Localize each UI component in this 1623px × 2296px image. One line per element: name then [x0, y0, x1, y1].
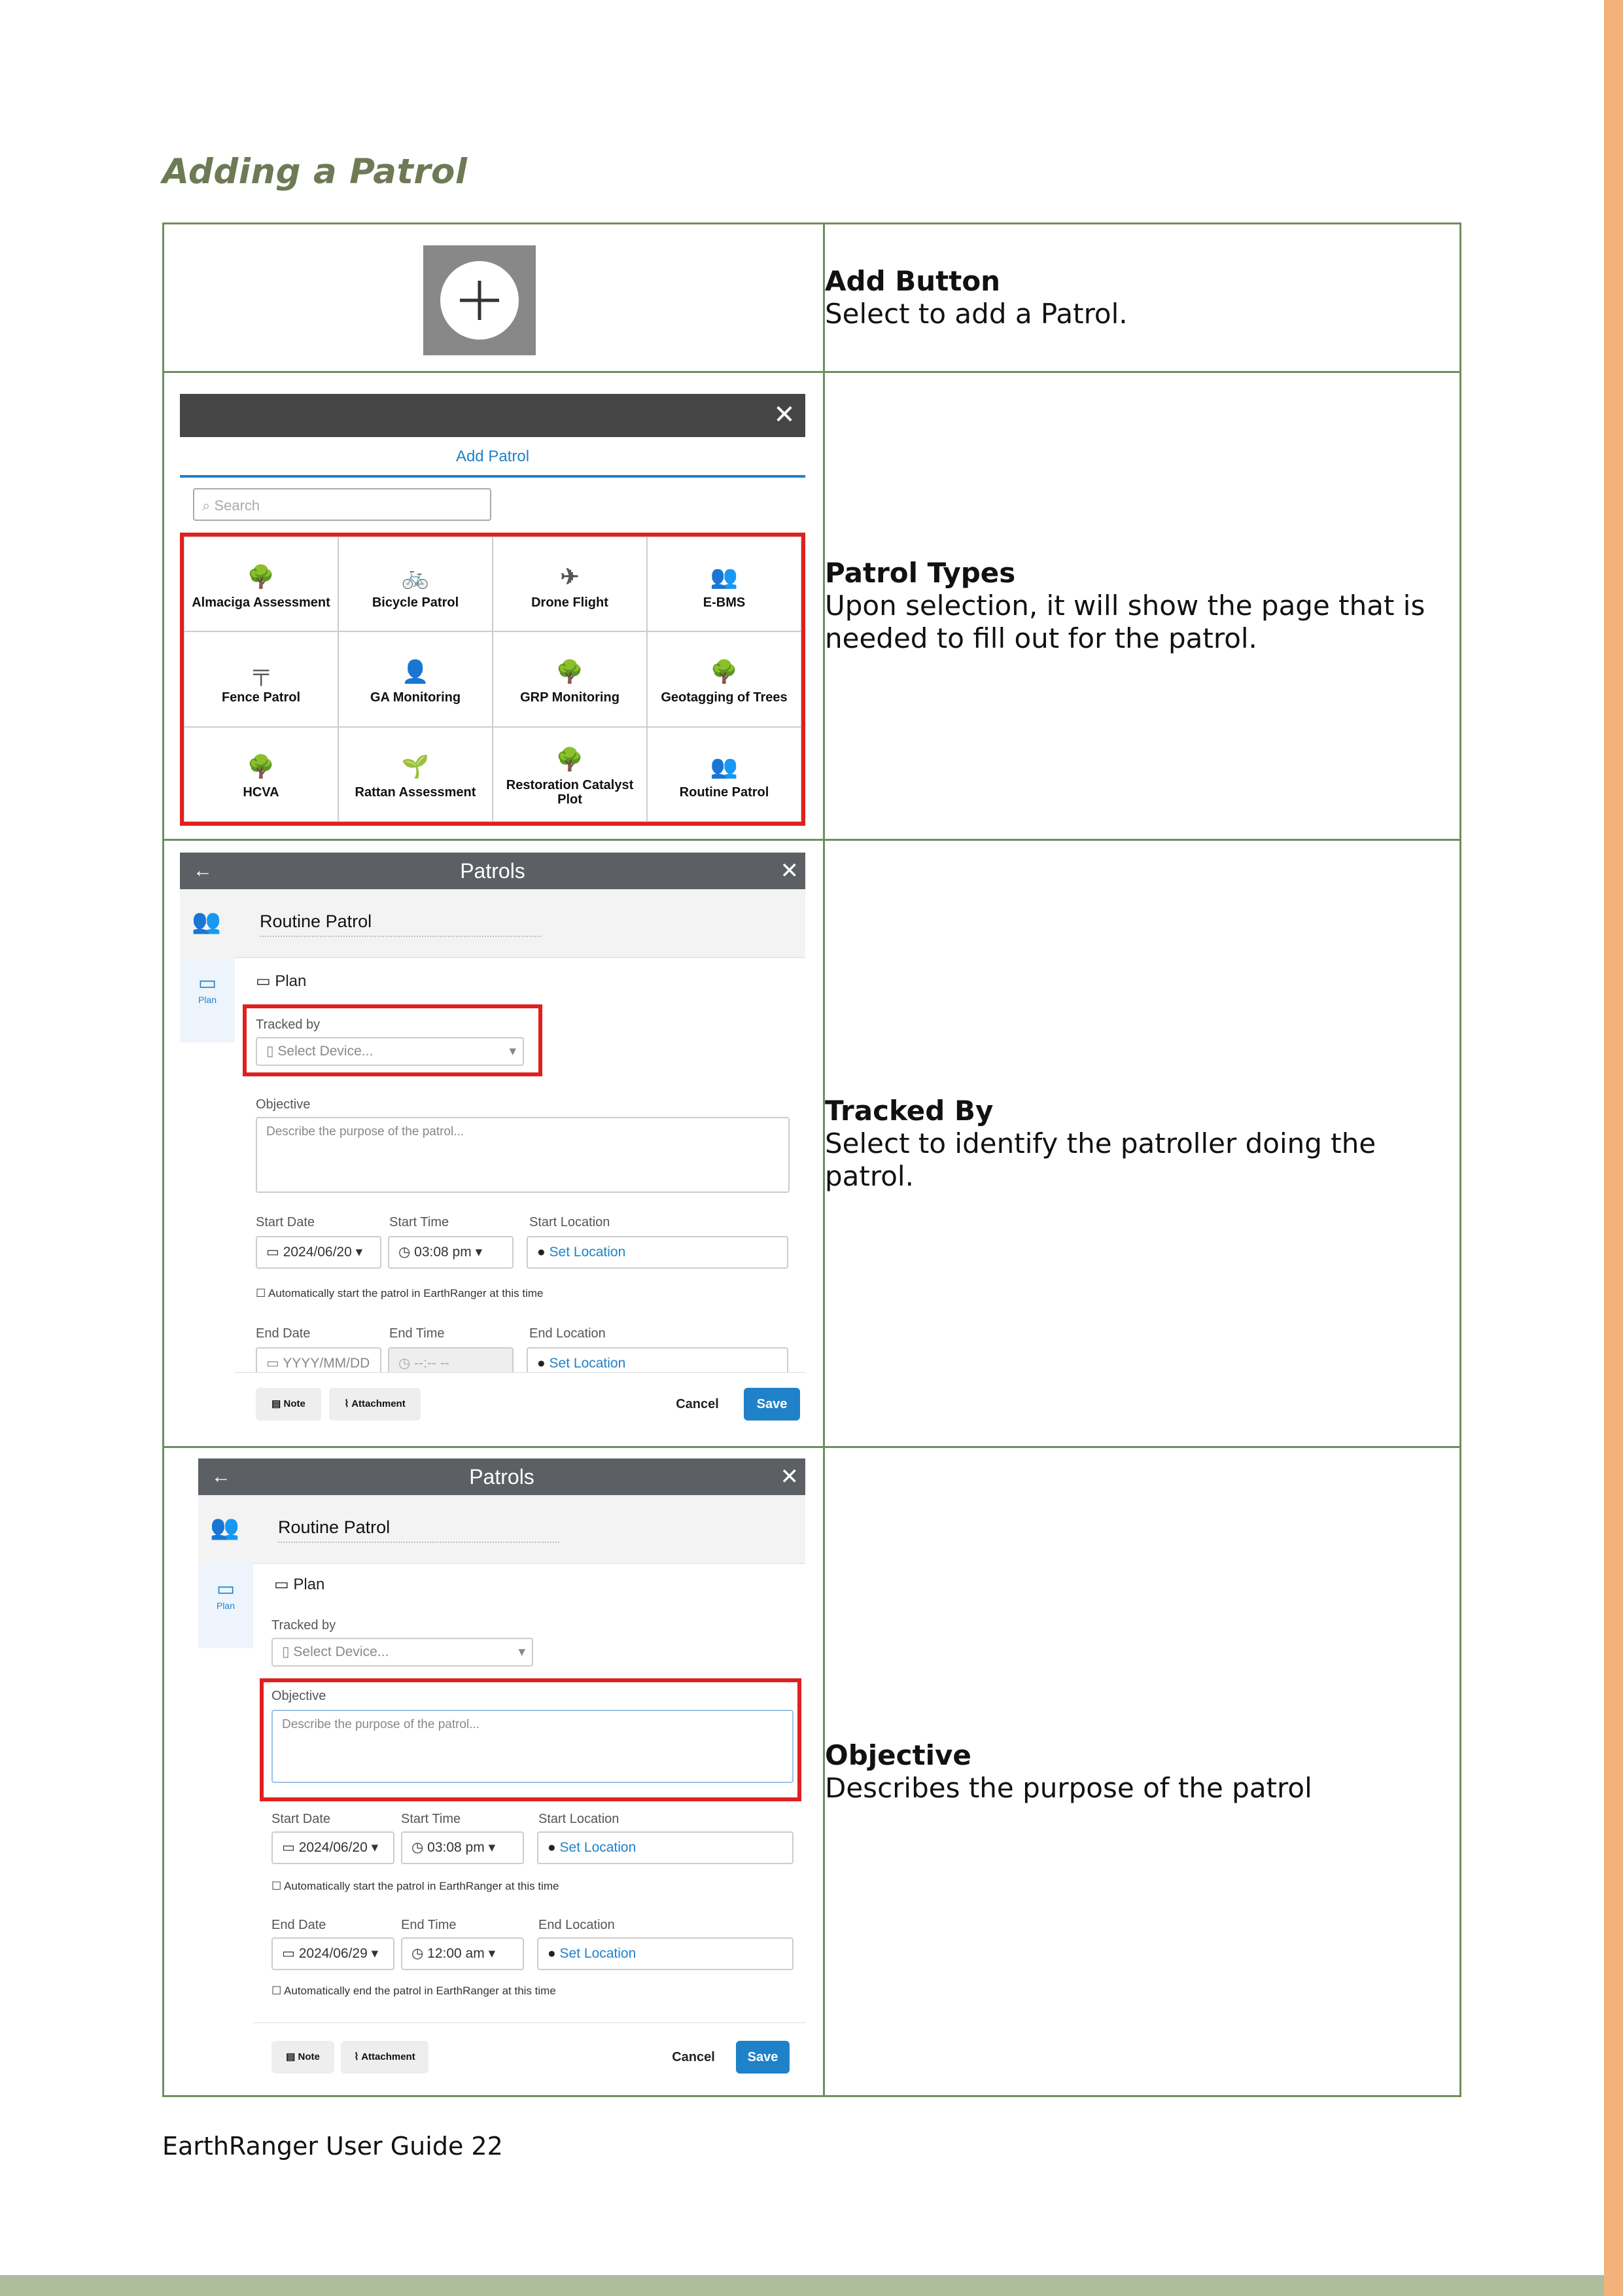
drone-icon: ✈	[560, 564, 580, 590]
patrol-type-item[interactable]	[184, 727, 338, 822]
start-date-label: Start Date	[256, 1215, 315, 1229]
patrol-type-label: Fence Patrol	[221, 690, 301, 705]
tracked-by-label: Tracked by	[271, 1618, 336, 1633]
end-time-input[interactable]: ◷ --:-- --	[388, 1347, 514, 1380]
patrol-group-icon: 👥	[710, 754, 739, 780]
green-footer-bar	[0, 2275, 1604, 2296]
patrol-type-label: E-BMS	[703, 595, 746, 610]
auto-end-label: Automatically end the patrol in EarthRanger at this time	[284, 1985, 556, 1997]
end-date-label: End Date	[271, 1918, 326, 1932]
patrol-type-label: Restoration Catalyst Plot	[506, 778, 634, 807]
start-time-value: 03:08 pm	[414, 1245, 472, 1260]
screenshot-cell	[164, 224, 824, 372]
calendar-icon: ▭	[198, 972, 217, 994]
search-icon: ⌕	[202, 497, 215, 514]
description-cell	[824, 1447, 1461, 2096]
patrol-type-item[interactable]	[493, 727, 647, 822]
patrol-type-item[interactable]	[184, 631, 338, 726]
tracked-by-select[interactable]	[271, 1638, 533, 1667]
plan-heading-label: Plan	[275, 972, 307, 990]
end-time-label: End Time	[389, 1326, 445, 1341]
patrol-type-label: Almaciga Assessment	[192, 595, 330, 610]
screenshot-cell	[164, 840, 824, 1447]
tab-plan[interactable]	[180, 957, 235, 1042]
patrol-form	[198, 1458, 805, 2087]
start-date-value: 2024/06/20	[298, 1840, 368, 1855]
section-title: Adding a Patrol	[162, 152, 468, 192]
form-header	[180, 853, 805, 889]
start-location-label: Start Location	[529, 1215, 610, 1229]
auto-start-label: Automatically start the patrol in EarthRanger at this time	[284, 1880, 559, 1892]
calendar-icon: ▭	[282, 1840, 299, 1855]
tree-icon: 🌳	[247, 564, 275, 590]
start-date-label: Start Date	[271, 1812, 331, 1826]
patrol-type-label: Geotagging of Trees	[661, 690, 788, 705]
objective-placeholder: Describe the purpose of the patrol...	[282, 1718, 480, 1731]
row-title: Tracked By	[825, 1094, 994, 1127]
page-footer: EarthRanger User Guide 22	[162, 2132, 503, 2161]
plan-heading: ▭ Plan	[256, 972, 307, 990]
search-placeholder: Search	[214, 497, 260, 514]
note-label: Note	[298, 2051, 320, 2062]
add-patrol-modal	[180, 394, 805, 826]
patrol-type-item[interactable]	[338, 631, 493, 726]
note-button[interactable]	[271, 2041, 334, 2074]
patrol-type-item[interactable]	[647, 727, 801, 822]
tree-icon: 🌳	[247, 754, 275, 780]
objective-placeholder: Describe the purpose of the patrol...	[266, 1125, 464, 1139]
note-button[interactable]	[256, 1388, 321, 1421]
tracked-by-label: Tracked by	[256, 1017, 321, 1032]
auto-start-checkbox[interactable]: ☐ Automatically start the patrol in EarthRanger at this time	[271, 1880, 559, 1892]
end-location-value: Set Location	[559, 1946, 637, 1961]
table-row	[164, 840, 1461, 1447]
end-date-placeholder: YYYY/MM/DD	[283, 1356, 370, 1371]
patrol-type-item[interactable]	[338, 537, 493, 631]
location-pin-icon: ●	[548, 1840, 560, 1855]
device-placeholder: Select Device...	[277, 1044, 374, 1059]
person-icon: 👤	[401, 659, 430, 684]
patrol-title-bar	[180, 889, 805, 958]
clock-icon: ◷	[398, 1245, 415, 1260]
save-button[interactable]: Save	[744, 1388, 800, 1421]
start-time-label: Start Time	[401, 1812, 461, 1826]
row-body: Upon selection, it will show the page that is needed to fill out for the patrol.	[825, 590, 1425, 654]
patrol-group-icon: 👥	[210, 1513, 239, 1540]
tree-icon: 🌳	[555, 747, 584, 773]
table-row	[164, 372, 1461, 840]
patrol-type-label: GA Monitoring	[370, 690, 461, 705]
location-pin-icon: ●	[548, 1946, 560, 1961]
patrol-type-item[interactable]	[338, 727, 493, 822]
attachment-button[interactable]	[329, 1388, 421, 1421]
device-icon: ▯	[266, 1044, 278, 1059]
auto-start-checkbox[interactable]: ☐ Automatically start the patrol in EarthRanger at this time	[256, 1287, 544, 1299]
chevron-down-icon: ▾	[518, 1644, 525, 1659]
start-time-input[interactable]: ◷ 03:08 pm ▾	[401, 1831, 524, 1864]
device-icon: ▯	[282, 1644, 294, 1659]
tab-plan[interactable]	[198, 1563, 253, 1648]
patrol-name[interactable]: Routine Patrol	[278, 1517, 559, 1543]
patrol-group-icon: 👥	[710, 564, 739, 590]
paperclip-icon: ⌇	[344, 1398, 352, 1409]
patrol-type-item[interactable]	[493, 537, 647, 631]
device-placeholder: Select Device...	[293, 1644, 389, 1659]
close-icon[interactable]: ✕	[780, 858, 799, 883]
calendar-icon: ▭	[266, 1245, 283, 1260]
row-body: Select to identify the patroller doing the patrol.	[825, 1127, 1376, 1192]
cancel-button[interactable]: Cancel	[676, 1397, 719, 1411]
start-location-button[interactable]	[537, 1831, 794, 1864]
end-time-placeholder: --:-- --	[414, 1356, 449, 1371]
close-icon[interactable]: ✕	[780, 1464, 799, 1489]
calendar-icon: ▭	[216, 1578, 236, 1600]
clock-icon: ◷	[411, 1946, 428, 1961]
objective-textarea[interactable]	[256, 1117, 790, 1193]
row-title: Objective	[825, 1739, 971, 1771]
objective-label: Objective	[256, 1097, 311, 1112]
calendar-icon: ▭	[282, 1946, 299, 1961]
note-label: Note	[283, 1398, 305, 1409]
start-location-button[interactable]	[527, 1236, 788, 1269]
close-icon[interactable]: ✕	[773, 400, 795, 429]
screenshot-cell	[164, 1447, 824, 2096]
start-location-label: Start Location	[538, 1812, 620, 1826]
row-title: Patrol Types	[825, 557, 1016, 589]
patrol-type-item[interactable]	[647, 631, 801, 726]
objective-label: Objective	[271, 1689, 326, 1703]
end-location-label: End Location	[538, 1918, 615, 1932]
tracked-by-select[interactable]	[256, 1037, 524, 1066]
plan-heading-label: Plan	[293, 1576, 325, 1593]
tab-plan-label: Plan	[198, 995, 217, 1005]
objective-textarea[interactable]	[271, 1710, 794, 1783]
patrol-title-bar	[198, 1495, 805, 1564]
location-pin-icon: ●	[537, 1245, 550, 1260]
footer-divider	[253, 2022, 805, 2023]
patrol-type-label: Routine Patrol	[679, 785, 769, 800]
modal-header	[180, 394, 805, 437]
end-date-value: 2024/06/29	[298, 1946, 368, 1961]
fence-icon: ╤	[253, 659, 270, 684]
patrol-type-item[interactable]	[184, 537, 338, 631]
patrol-group-icon: 👥	[192, 908, 221, 934]
auto-start-label: Automatically start the patrol in EarthRanger at this time	[268, 1287, 544, 1299]
form-header	[198, 1458, 805, 1495]
chevron-down-icon: ▾	[509, 1044, 516, 1059]
note-icon: ▤	[271, 1398, 284, 1409]
patrol-type-label: Bicycle Patrol	[372, 595, 459, 610]
tab-add-patrol[interactable]: Add Patrol	[180, 437, 805, 478]
end-location-value: Set Location	[549, 1356, 626, 1371]
start-time-input[interactable]: ◷ 03:08 pm ▾	[388, 1236, 514, 1269]
plus-icon	[440, 261, 519, 340]
screenshot-cell	[164, 372, 824, 840]
patrol-type-label: Rattan Assessment	[355, 785, 476, 800]
patrol-form	[180, 853, 805, 1435]
description-cell	[824, 224, 1461, 372]
row-title: Add Button	[825, 265, 1001, 297]
row-body: Select to add a Patrol.	[825, 298, 1128, 330]
start-time-value: 03:08 pm	[427, 1840, 485, 1855]
attachment-label: Attachment	[351, 1398, 406, 1409]
patrol-type-item[interactable]	[647, 537, 801, 631]
description-cell	[824, 372, 1461, 840]
cancel-button[interactable]: Cancel	[672, 2050, 715, 2064]
paperclip-icon: ⌇	[354, 2051, 362, 2062]
patrol-type-label: HCVA	[243, 785, 279, 800]
search-input[interactable]	[193, 488, 491, 521]
plan-heading: ▭ Plan	[274, 1576, 325, 1593]
patrol-type-grid	[180, 533, 805, 826]
end-location-button[interactable]	[537, 1937, 794, 1970]
description-cell	[824, 840, 1461, 1447]
plant-icon: 🌱	[401, 754, 430, 780]
patrol-type-label: GRP Monitoring	[520, 690, 620, 705]
note-icon: ▤	[286, 2051, 298, 2062]
end-date-label: End Date	[256, 1326, 311, 1341]
back-arrow-icon[interactable]: ←	[211, 1466, 231, 1487]
start-date-value: 2024/06/20	[283, 1245, 352, 1260]
clock-icon: ◷	[411, 1840, 428, 1855]
end-date-input[interactable]: ▭ 2024/06/29 ▾	[271, 1937, 394, 1970]
start-location-value: Set Location	[549, 1245, 626, 1260]
attachment-button[interactable]	[341, 2041, 428, 2074]
guide-table	[162, 222, 1461, 2097]
patrol-name[interactable]: Routine Patrol	[260, 911, 541, 937]
start-location-value: Set Location	[559, 1840, 637, 1855]
form-title: Patrols	[460, 859, 525, 883]
form-title: Patrols	[469, 1465, 534, 1489]
end-location-label: End Location	[529, 1326, 606, 1341]
patrol-type-item[interactable]	[493, 631, 647, 726]
end-time-input[interactable]: ◷ 12:00 am ▾	[401, 1937, 524, 1970]
location-pin-icon: ●	[537, 1356, 550, 1371]
back-arrow-icon[interactable]: ←	[193, 860, 213, 881]
add-button[interactable]	[423, 245, 536, 355]
tree-icon: 🌳	[555, 659, 584, 684]
patrol-type-label: Drone Flight	[531, 595, 608, 610]
table-row	[164, 224, 1461, 372]
table-row	[164, 1447, 1461, 2096]
end-date-input[interactable]: ▭ YYYY/MM/DD	[256, 1347, 381, 1380]
orange-side-bar	[1604, 0, 1623, 2296]
end-time-label: End Time	[401, 1918, 457, 1932]
save-button[interactable]: Save	[736, 2041, 790, 2074]
tab-plan-label: Plan	[216, 1600, 236, 1611]
row-body: Describes the purpose of the patrol	[825, 1771, 1312, 1804]
start-date-input[interactable]: ▭ 2024/06/20 ▾	[271, 1831, 394, 1864]
start-date-input[interactable]: ▭ 2024/06/20 ▾	[256, 1236, 381, 1269]
auto-end-checkbox[interactable]: ☐ Automatically end the patrol in EarthRanger at this time	[271, 1985, 556, 1997]
attachment-label: Attachment	[361, 2051, 415, 2062]
tree-icon: 🌳	[710, 659, 739, 684]
bicycle-icon: 🚲	[401, 564, 430, 590]
start-time-label: Start Time	[389, 1215, 449, 1229]
end-time-value: 12:00 am	[427, 1946, 485, 1961]
